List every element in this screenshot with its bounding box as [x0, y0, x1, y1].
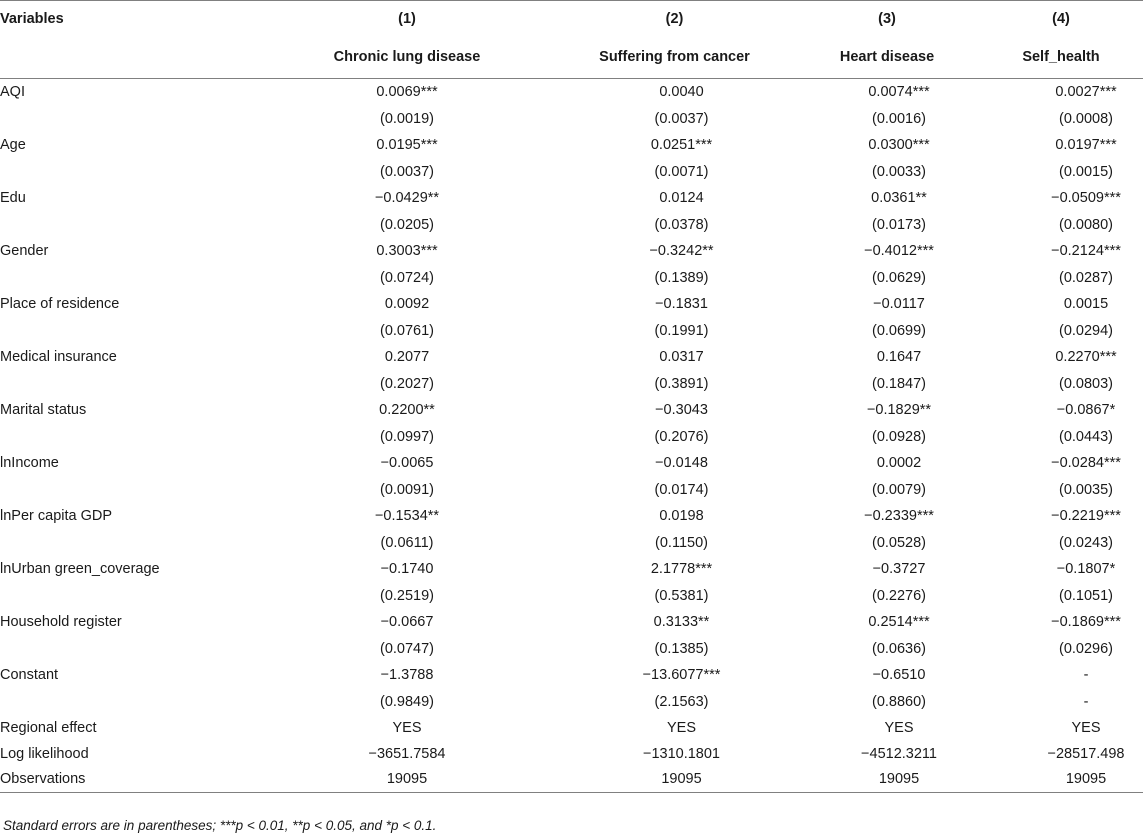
table-cell: (0.0611)	[380, 534, 434, 551]
table-cell: −0.1829**	[866, 402, 932, 418]
table-cell: (0.0205)	[379, 216, 434, 233]
table-cell: 0.0027***	[1055, 84, 1117, 101]
table-cell: 0.0198	[659, 508, 704, 524]
table-cell: −0.4012***	[864, 243, 934, 259]
table-cell: 0.0197***	[1055, 137, 1117, 153]
table-cell: −0.0667	[380, 614, 434, 630]
table-cell: (0.0091)	[379, 481, 434, 498]
table-cell: (0.0378)	[654, 216, 709, 233]
table-cell: (0.0724)	[379, 269, 434, 286]
coefficient-row	[0, 79, 1143, 106]
header-row-model-numbers	[0, 1, 1143, 37]
table-cell: 0.1647	[876, 349, 922, 365]
table-cell: (0.2076)	[654, 428, 709, 445]
std-error-row	[0, 583, 1143, 609]
table-cell: 0.0069***	[376, 84, 438, 101]
variable-label: Age	[0, 137, 26, 153]
coefficient-row	[0, 291, 1143, 318]
variable-label: Gender	[0, 243, 49, 259]
header-row-outcomes	[0, 37, 1143, 79]
table-cell: (0.0699)	[871, 322, 926, 339]
coefficient-row	[0, 609, 1143, 636]
std-error-row	[0, 636, 1143, 662]
variables-header: Variables	[0, 1, 260, 37]
table-cell: 0.0015	[1063, 296, 1109, 312]
table-cell: (0.1051)	[1058, 587, 1113, 604]
table-cell: (0.0747)	[379, 640, 434, 657]
variable-label: Place of residence	[0, 296, 120, 312]
table-cell: (0.1385)	[654, 640, 709, 657]
outcome-header-3: Heart disease	[839, 49, 935, 66]
table-cell: (0.0080)	[1058, 216, 1113, 233]
outcome-header-4: Self_health	[1022, 49, 1100, 66]
table-cell: (0.0079)	[871, 481, 926, 498]
table-cell: 19095	[661, 771, 702, 788]
table-cell: (0.0016)	[871, 110, 926, 127]
table-cell: (0.0296)	[1058, 640, 1113, 657]
table-cell: −0.6510	[872, 667, 926, 683]
table-cell: −0.3242**	[649, 243, 714, 259]
coefficient-row	[0, 185, 1143, 212]
table-cell: (0.1991)	[654, 322, 709, 339]
table-cell: (0.0761)	[379, 322, 434, 339]
table-cell: (0.0008)	[1058, 110, 1113, 127]
table-cell: (0.0528)	[871, 534, 926, 551]
table-cell: 0.0361**	[871, 190, 927, 206]
table-cell: −0.0065	[380, 455, 434, 471]
variable-label: lnIncome	[0, 455, 59, 471]
model-number-1: (1)	[398, 10, 416, 27]
table-cell: 0.2514***	[868, 614, 930, 630]
table-cell: −1.3788	[380, 667, 434, 683]
table-cell: −28517.498	[1047, 745, 1125, 762]
table-cell: -	[1083, 693, 1089, 710]
model-number-3: (3)	[878, 10, 896, 27]
table-cell: -	[1083, 667, 1089, 683]
table-cell: 0.2200**	[379, 402, 435, 418]
table-cell: (0.0287)	[1058, 269, 1113, 286]
variable-label: Marital status	[0, 402, 87, 418]
table-cell: 19095	[1065, 771, 1107, 788]
coefficient-row	[0, 397, 1143, 424]
table-cell: (0.9849)	[379, 693, 434, 710]
variable-label: AQI	[0, 84, 25, 101]
table-cell: 0.0002	[876, 455, 922, 471]
variable-label: lnPer capita GDP	[0, 508, 113, 524]
table-cell: (0.0174)	[654, 481, 709, 498]
summary-row	[0, 767, 1143, 793]
table-cell: 0.0195***	[376, 137, 438, 153]
table-cell: −0.0117	[873, 296, 925, 312]
table-cell: (0.0015)	[1058, 163, 1113, 180]
model-number-2: (2)	[665, 10, 684, 27]
table-cell: 19095	[878, 771, 920, 788]
coefficient-row	[0, 556, 1143, 583]
summary-row	[0, 741, 1143, 767]
coefficient-row	[0, 132, 1143, 159]
table-cell: −1310.1801	[642, 745, 720, 762]
table-cell: YES	[884, 719, 914, 736]
table-cell: −3651.7584	[368, 745, 446, 762]
table-cell: 0.2077	[384, 349, 430, 365]
table-cell: YES	[1071, 719, 1101, 736]
outcome-header-2: Suffering from cancer	[599, 49, 750, 66]
summary-row	[0, 715, 1143, 741]
table-cell: (0.2519)	[379, 587, 434, 604]
std-error-row	[0, 477, 1143, 503]
variable-label: Log likelihood	[0, 745, 89, 762]
std-error-row	[0, 371, 1143, 397]
coefficient-row	[0, 450, 1143, 477]
table-cell: (0.0037)	[654, 110, 709, 127]
table-cell: (0.0803)	[1058, 375, 1113, 392]
table-cell: 0.0300***	[868, 137, 930, 153]
table-cell: −0.2124***	[1051, 243, 1121, 259]
table-cell: −0.0148	[655, 455, 708, 471]
table-cell: −0.3727	[872, 561, 926, 577]
coefficient-row	[0, 238, 1143, 265]
table-cell: −0.1831	[655, 296, 708, 312]
coefficient-row	[0, 503, 1143, 530]
table-cell: 0.0251***	[650, 137, 713, 153]
std-error-row	[0, 106, 1143, 132]
std-error-row	[0, 159, 1143, 185]
table-header	[0, 1, 1143, 79]
table-cell: (0.5381)	[654, 587, 709, 604]
std-error-row	[0, 265, 1143, 291]
table-cell: 0.3133**	[653, 614, 710, 630]
table-cell: (2.1563)	[654, 693, 709, 710]
table-cell: 0.3003***	[376, 243, 438, 259]
table-cell: (0.0071)	[654, 163, 709, 180]
table-cell: (0.0035)	[1058, 481, 1113, 498]
table-cell: (0.0243)	[1058, 534, 1113, 551]
table-cell: (0.1847)	[871, 375, 926, 392]
variable-label: Household register	[0, 614, 122, 630]
table-cell: −0.0509***	[1051, 190, 1121, 206]
table-cell: (0.0294)	[1058, 322, 1113, 339]
table-cell: (0.0629)	[871, 269, 926, 286]
table-cell: (0.0443)	[1058, 428, 1113, 445]
table-cell: 0.0317	[659, 349, 704, 365]
table-cell: −0.3043	[655, 402, 708, 418]
table-cell: 2.1778***	[650, 561, 713, 577]
table-cell: −0.0867*	[1056, 402, 1116, 418]
table-cell: −0.1807*	[1056, 561, 1116, 577]
table-cell: 0.0074***	[868, 84, 930, 101]
variable-label: Edu	[0, 190, 26, 206]
variable-label: Observations	[0, 767, 260, 793]
table-cell: −0.0429**	[374, 190, 440, 206]
outcome-header-1: Chronic lung disease	[333, 49, 481, 66]
table-cell: (0.0033)	[871, 163, 926, 180]
table-cell: (0.2027)	[379, 375, 434, 392]
table-body	[0, 79, 1143, 793]
table-cell: (0.0173)	[871, 216, 926, 233]
table-cell: −0.1740	[380, 561, 434, 577]
table-cell: (0.0019)	[379, 110, 434, 127]
table-cell: (0.1150)	[655, 534, 708, 551]
variable-label: Medical insurance	[0, 349, 117, 365]
table-cell: −4512.3211	[861, 745, 937, 762]
table-cell: (0.2276)	[871, 587, 926, 604]
table-cell: −0.1869***	[1051, 614, 1121, 630]
std-error-row	[0, 689, 1143, 715]
table-cell: −0.2219***	[1051, 508, 1121, 524]
model-number-4: (4)	[1052, 10, 1070, 27]
table-cell: −0.1534**	[374, 508, 440, 524]
table-cell: 0.0040	[659, 84, 704, 101]
table-cell: (0.0636)	[871, 640, 926, 657]
table-cell: 0.2270***	[1055, 349, 1117, 365]
table-cell: 0.0092	[384, 296, 430, 312]
table-cell: (0.8860)	[871, 693, 926, 710]
table-cell: (0.1389)	[654, 269, 709, 286]
table-cell: −0.2339***	[864, 508, 934, 524]
table-cell: (0.0037)	[379, 163, 434, 180]
std-error-row	[0, 530, 1143, 556]
table-cell: 19095	[386, 771, 428, 788]
table-cell: −0.0284***	[1051, 455, 1121, 471]
coefficient-row	[0, 662, 1143, 689]
table-cell: (0.3891)	[654, 375, 709, 392]
table-cell: 0.0124	[659, 190, 704, 206]
table-cell: (0.0997)	[379, 428, 434, 445]
std-error-row	[0, 212, 1143, 238]
std-error-row	[0, 424, 1143, 450]
table-cell: −13.6077***	[642, 667, 721, 683]
std-error-row	[0, 318, 1143, 344]
variable-label: lnUrban green_coverage	[0, 561, 160, 577]
table-footnote: Standard errors are in parentheses; ***p < 0.01, **p < 0.05, and *p < 0.1.	[3, 818, 437, 833]
table-cell: YES	[392, 719, 422, 736]
variable-label: Regional effect	[0, 719, 97, 736]
table-cell: (0.0928)	[871, 428, 926, 445]
coefficient-row	[0, 344, 1143, 371]
variable-label: Constant	[0, 667, 59, 683]
table-cell: YES	[666, 719, 696, 736]
